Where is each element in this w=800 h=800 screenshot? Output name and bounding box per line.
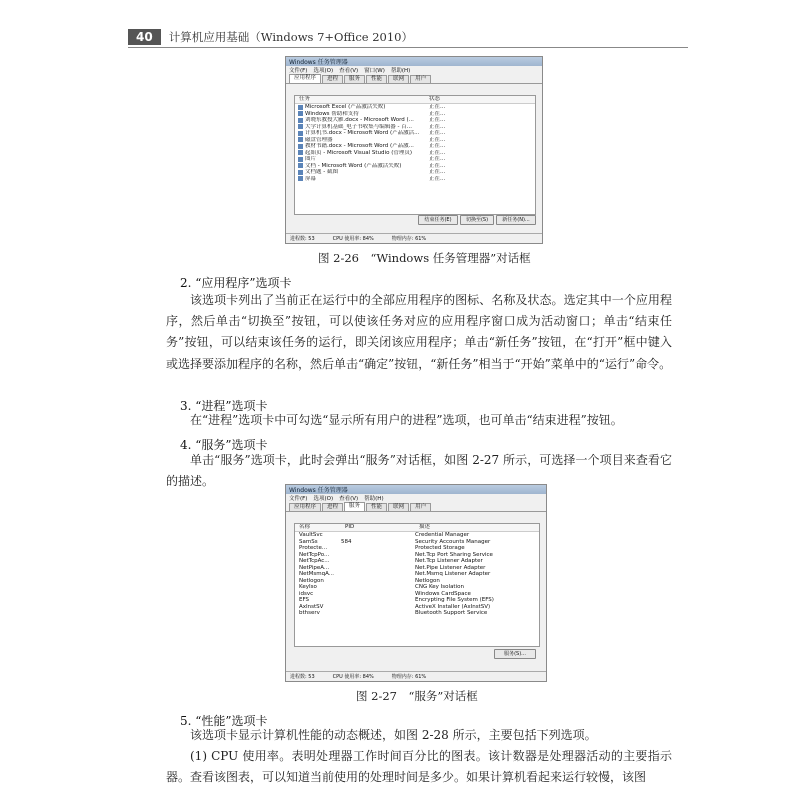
service-description: Encrypting File System (EFS) <box>415 597 494 603</box>
column-task[interactable]: 任务 <box>299 96 311 102</box>
service-name: idsvc <box>299 590 314 597</box>
window-titlebar <box>286 485 546 494</box>
task-name: Microsoft Excel (产品激活失败) <box>305 104 386 110</box>
task-list <box>294 95 536 215</box>
window-title: Windows 任务管理器 <box>289 59 348 66</box>
menu-file[interactable]: 文件(F) <box>289 68 308 74</box>
service-name: VaultSvc <box>299 532 323 538</box>
figure-caption-2-27: 图 2-27 “服务”对话框 <box>356 689 478 703</box>
end-task-button[interactable]: 结束任务(E) <box>418 215 458 225</box>
tab-performance[interactable]: 性能 <box>366 75 387 83</box>
running-header <box>128 28 413 46</box>
new-task-button[interactable]: 新任务(N)... <box>496 215 536 225</box>
task-status: 正在... <box>429 110 446 117</box>
service-description: ActiveX Installer (AxInstSV) <box>415 603 491 610</box>
menu-view[interactable]: 查看(V) <box>339 496 359 502</box>
service-description: Bluetooth Support Service <box>415 610 488 616</box>
task-row[interactable] <box>295 176 535 183</box>
service-name: EFS <box>299 597 310 603</box>
status-memory: 物理内存: 61% <box>391 674 427 680</box>
status-bar <box>286 233 542 243</box>
status-processes: 进程数: 53 <box>290 236 315 242</box>
tab-processes[interactable]: 进程 <box>322 75 343 83</box>
task-status: 正在... <box>429 156 446 162</box>
section-heading-applications: 2. “应用程序”选项卡 <box>180 276 292 290</box>
task-status: 正在... <box>429 136 446 143</box>
service-row[interactable] <box>295 610 539 617</box>
task-manager-window-services <box>285 484 547 682</box>
service-description: Net.Tcp Listener Adapter <box>415 558 483 564</box>
task-status: 正在... <box>429 123 446 130</box>
app-icon <box>298 131 303 136</box>
task-status: 正在... <box>429 130 446 136</box>
status-cpu: CPU 使用率: 84% <box>332 674 374 680</box>
task-name: 教材书籍.docx - Microsoft Word (产品激... <box>305 143 414 149</box>
window-titlebar <box>286 57 542 66</box>
app-icon <box>298 163 303 168</box>
tab-strip <box>286 74 542 84</box>
tab-networking[interactable]: 联网 <box>388 75 409 83</box>
task-name: 文档 - Microsoft Word (产品激活失败) <box>305 162 402 169</box>
service-name: bthserv <box>299 610 320 616</box>
app-icon <box>298 144 303 149</box>
task-name: 文档题 - 截图 <box>305 169 338 175</box>
menu-bar <box>286 66 542 74</box>
tab-services[interactable]: 服务 <box>344 502 365 511</box>
menu-help[interactable]: 帮助(H) <box>364 496 384 502</box>
service-description: CNG Key Isolation <box>415 584 464 590</box>
service-name: SamSs <box>299 538 318 545</box>
task-name: 磁盘管理器 <box>305 136 333 143</box>
paragraph-performance-intro: 该选项卡显示计算机性能的动态概述，如图 2-28 所示，主要包括下列选项。 <box>190 728 597 742</box>
paragraph-applications: 该选项卡列出了当前正在运行中的全部应用程序的图标、名称及状态。选定其中一个应用程序，然后单击“切换至”按钮，可以使该任务对应的应用程序窗口成为活动窗口；单击“结束任务”按钮，可以结束该任务的运行，即关闭该应用程序；单击“新任务”按钮，在“打开”框中键入或选择要添加程序的名称，然后单击“确定”按钮，“新任务”相当于“开始”菜单中的“运行”命令。 <box>166 293 672 371</box>
task-status: 正在... <box>429 162 446 169</box>
services-button[interactable]: 服务(S)... <box>494 649 536 659</box>
task-name: 屏幕 <box>305 175 317 182</box>
service-name: NetTcpAc... <box>299 558 330 564</box>
service-description: Netlogon <box>415 577 440 584</box>
task-name: Windows 帮助和支持 <box>305 110 359 117</box>
task-status: 正在... <box>429 104 446 110</box>
menu-options[interactable]: 选项(O) <box>313 68 334 74</box>
service-name: NetMsmqA... <box>299 571 335 577</box>
service-pid: 584 <box>341 538 352 545</box>
paragraph-cpu-usage: (1) CPU 使用率。表明处理器工作时间百分比的图表。该计数器是处理器活动的主要指示器。查看该图表，可以知道当前使用的处理时间是多少。如果计算机看起来运行较慢，该图 <box>166 749 672 785</box>
app-icon <box>298 105 303 110</box>
page-number: 40 <box>128 29 161 45</box>
menu-window[interactable]: 窗口(W) <box>364 68 385 74</box>
paragraph-processes: 在“进程”选项卡中可勾选“显示所有用户的进程”选项，也可单击“结束进程”按钮。 <box>190 413 623 427</box>
status-bar <box>286 671 546 681</box>
tab-strip <box>286 502 546 512</box>
tab-applications[interactable]: 应用程序 <box>289 74 321 83</box>
paragraph-services: 单击“服务”选项卡，此时会弹出“服务”对话框，如图 2-27 所示，可选择一个项目来查看它的描述。 <box>166 453 672 489</box>
figure-caption-2-26: 图 2-26 “Windows 任务管理器”对话框 <box>318 251 531 265</box>
service-name: NetPipeA... <box>299 564 330 571</box>
services-list-header <box>295 524 539 532</box>
tab-performance[interactable]: 性能 <box>366 503 387 511</box>
column-status[interactable]: 状态 <box>429 96 441 102</box>
service-name: Protecte... <box>299 545 328 551</box>
task-status: 正在... <box>429 117 446 123</box>
column-description[interactable]: 描述 <box>419 524 431 530</box>
task-list-header <box>295 96 535 104</box>
section-heading-processes: 3. “进程”选项卡 <box>180 399 268 413</box>
section-heading-performance: 5. “性能”选项卡 <box>180 714 268 728</box>
service-name: NetTcpPo... <box>299 551 330 558</box>
task-name: 起始页 - Microsoft Visual Studio (管理员) <box>305 149 412 156</box>
task-manager-window-applications <box>285 56 543 244</box>
task-status: 正在... <box>429 175 446 182</box>
tab-services[interactable]: 服务 <box>344 75 365 83</box>
service-description: Protected Storage <box>415 545 465 551</box>
service-description: Windows CardSpace <box>415 590 471 597</box>
window-title: Windows 任务管理器 <box>289 487 348 494</box>
service-description: Security Accounts Manager <box>415 538 491 545</box>
column-name[interactable]: 名称 <box>299 524 311 530</box>
service-description: Net.Pipe Listener Adapter <box>415 564 486 571</box>
app-icon <box>298 150 303 155</box>
menu-options[interactable]: 选项(O) <box>313 496 334 502</box>
tab-users[interactable]: 用户 <box>410 75 431 83</box>
task-name: 刘晓东教授大雁.docx - Microsoft Word (... <box>305 117 414 123</box>
app-icon <box>298 118 303 123</box>
menu-help[interactable]: 帮助(H) <box>390 68 411 74</box>
service-description: Net.Tcp Port Sharing Service <box>415 551 493 558</box>
service-name: Netlogon <box>299 577 324 584</box>
service-description: Net.Msmq Listener Adapter <box>415 571 491 577</box>
task-name: 图片 <box>305 156 317 162</box>
services-list <box>294 523 540 647</box>
status-processes: 进程数: 53 <box>290 674 315 680</box>
tab-networking[interactable]: 联网 <box>388 503 409 511</box>
running-title: 计算机应用基础（Windows 7+Office 2010） <box>168 30 413 44</box>
tab-users[interactable]: 用户 <box>410 503 431 511</box>
app-icon <box>298 176 303 181</box>
status-memory: 物理内存: 61% <box>391 236 427 242</box>
task-name: 计算机书.docx - Microsoft Word (产品激活... <box>305 130 420 136</box>
service-description: Credential Manager <box>415 532 470 538</box>
status-cpu: CPU 使用率: 84% <box>332 236 374 242</box>
app-icon <box>298 170 303 175</box>
task-name: 大学计算机基础_电子书收集与编辑器 - 百... <box>305 123 412 130</box>
task-status: 正在... <box>429 169 446 175</box>
app-icon <box>298 124 303 129</box>
service-pid <box>341 610 415 617</box>
task-status: 正在... <box>429 143 446 149</box>
switch-to-button[interactable]: 切换至(S) <box>460 215 494 225</box>
section-heading-services: 4. “服务”选项卡 <box>180 438 268 452</box>
app-icon <box>298 157 303 162</box>
app-icon <box>298 111 303 116</box>
menu-view[interactable]: 查看(V) <box>339 68 359 74</box>
column-pid[interactable]: PID <box>345 524 355 530</box>
service-name: KeyIso <box>299 584 317 590</box>
menu-file[interactable]: 文件(F) <box>289 496 308 502</box>
tab-processes[interactable]: 进程 <box>322 503 343 511</box>
menu-bar <box>286 494 546 502</box>
service-name: AxInstSV <box>299 603 324 610</box>
app-icon <box>298 137 303 142</box>
header-rule <box>128 47 688 48</box>
tab-applications[interactable]: 应用程序 <box>289 503 321 511</box>
task-status: 正在... <box>429 149 446 156</box>
